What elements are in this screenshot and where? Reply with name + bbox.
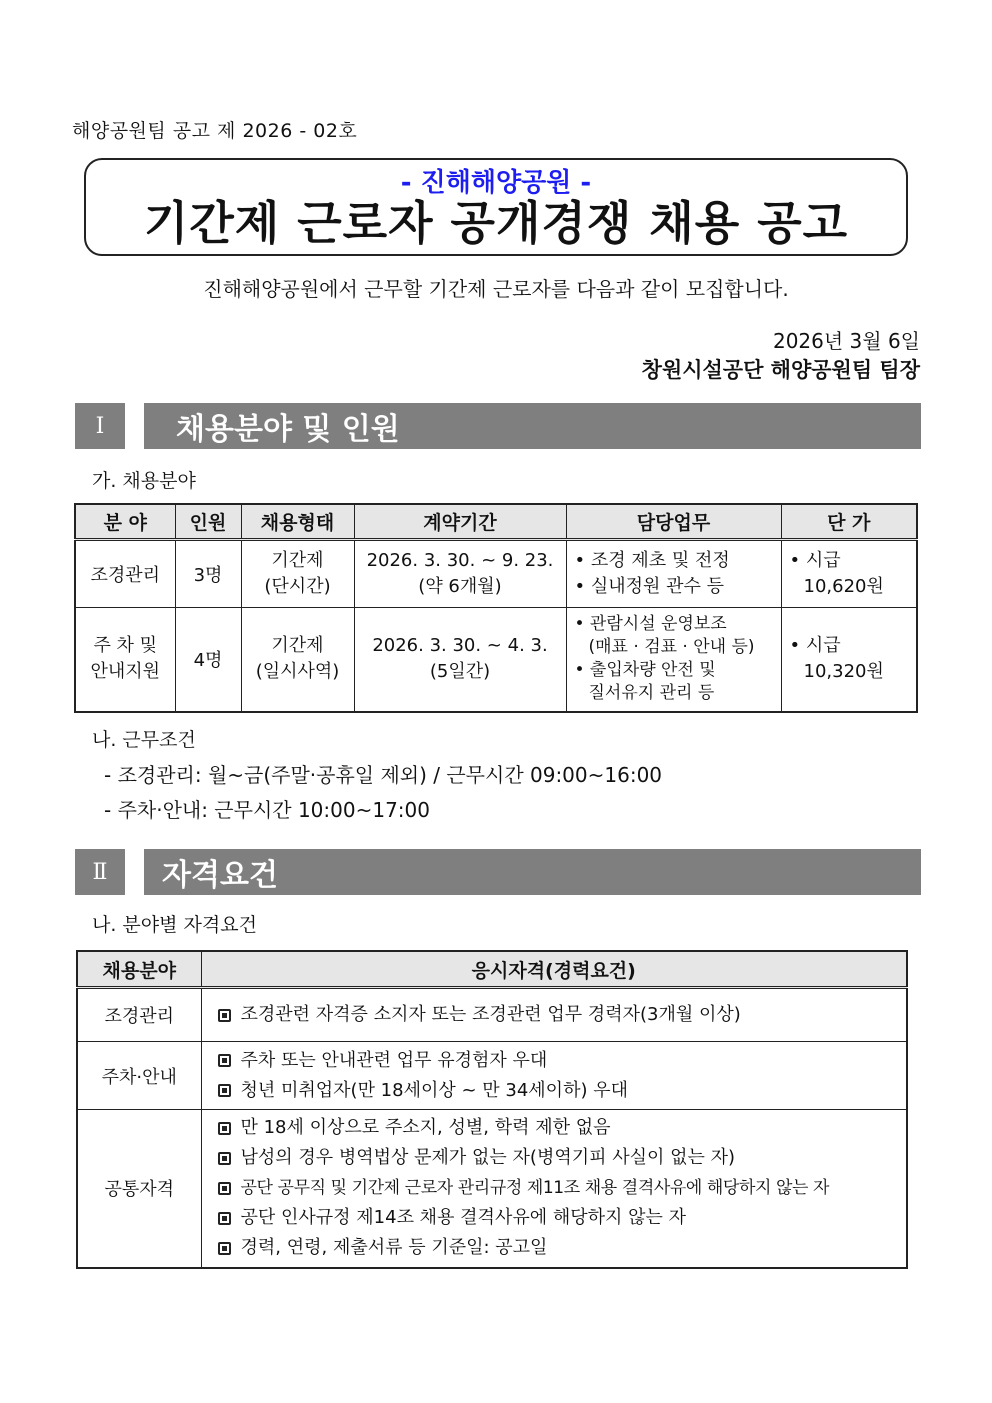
requirements-cell [201, 1110, 907, 1268]
duty-line: • 조경 제초 및 전정 [574, 549, 730, 571]
type-cell [241, 540, 354, 608]
type-line: (단시간) [264, 576, 331, 597]
table-row [75, 540, 917, 608]
requirement-item [218, 1143, 907, 1173]
type-line: (일시사역) [255, 661, 340, 683]
intro-text: 진해해양공원에서 근무할 기간제 근로자를 다음과 같이 모집합니다. [203, 277, 789, 301]
price-line: • 시급 [789, 635, 841, 657]
section1-number: Ⅰ [75, 403, 125, 449]
header-qualification: 응시자격(경력요건) [201, 951, 907, 988]
count-cell: 4명 [175, 608, 241, 712]
period-line: (5일간) [429, 661, 491, 683]
checkbox-bullet-icon [218, 1242, 231, 1255]
price-cell [781, 540, 917, 608]
header-field: 분 야 [75, 504, 175, 540]
table-row [75, 608, 917, 712]
field-cell [75, 608, 175, 712]
section1-title: 채용분야 및 인원 [144, 403, 921, 449]
requirement-item [218, 1203, 907, 1233]
period-line: (약 6개월) [418, 576, 502, 597]
requirement-text: 주차 또는 안내관련 업무 유경험자 우대 [240, 1049, 548, 1071]
requirements-cell [201, 988, 907, 1042]
period-line: 2026. 3. 30. ~ 9. 23. [366, 549, 554, 571]
period-cell [354, 540, 566, 608]
duties-cell [566, 608, 781, 712]
section2-title: 자격요건 [144, 849, 921, 895]
price-cell [781, 608, 917, 712]
duty-line: (매표 · 검표 · 안내 등) [588, 637, 755, 658]
requirement-text: 청년 미취업자(만 18세이상 ~ 만 34세이하) 우대 [240, 1079, 628, 1101]
notice-date: 2026년 3월 6일 [772, 329, 920, 353]
header-duties: 담당업무 [566, 504, 781, 540]
field-label: 조경관리 [90, 565, 161, 586]
requirement-text: 공단 공무직 및 기간제 근로자 관리규정 제11조 채용 결격사유에 해당하지 않는 자 [240, 1178, 830, 1199]
condition-line: - 조경관리: 월~금(주말·공휴일 제외) / 근무시간 09:00~16:00 [104, 763, 663, 787]
price-value: 10,620원 [803, 576, 884, 597]
table-row [77, 988, 907, 1042]
header-count: 인원 [175, 504, 241, 540]
duties-cell [566, 540, 781, 608]
checkbox-bullet-icon [218, 1212, 231, 1225]
field-cell: 조경관리 [77, 988, 201, 1042]
condition-line: - 주차·안내: 근무시간 10:00~17:00 [104, 798, 430, 822]
header-type: 채용형태 [241, 504, 354, 540]
requirement-item [218, 1173, 907, 1203]
type-line: 기간제 [271, 635, 324, 657]
header-period: 계약기간 [354, 504, 566, 540]
requirement-item [218, 1113, 907, 1143]
checkbox-bullet-icon [218, 1122, 231, 1135]
section2-sub: 나. 분야별 자격요건 [92, 914, 257, 936]
requirement-text: 조경관련 자격증 소지자 또는 조경관련 업무 경력자(3개월 이상) [240, 1004, 741, 1025]
requirement-item [218, 1000, 907, 1030]
duty-line: • 출입차량 안전 및 [574, 660, 716, 681]
price-line: • 시급 [789, 549, 841, 571]
requirement-item [218, 1233, 907, 1263]
table-row [77, 1110, 907, 1268]
requirement-text: 만 18세 이상으로 주소지, 성별, 학력 제한 없음 [240, 1117, 611, 1139]
table-header-row [77, 951, 907, 988]
requirement-item [218, 1076, 907, 1106]
table-row [77, 1042, 907, 1110]
requirement-text: 공단 인사규정 제14조 채용 결격사유에 해당하지 않는 자 [240, 1207, 686, 1229]
period-line: 2026. 3. 30. ~ 4. 3. [372, 635, 548, 657]
checkbox-bullet-icon [218, 1182, 231, 1195]
checkbox-bullet-icon [218, 1084, 231, 1097]
subtitle: - 진해해양공원 - [400, 168, 592, 198]
page-title: 기간제 근로자 공개경쟁 채용 공고 [143, 196, 849, 250]
requirement-text: 경력, 연령, 제출서류 등 기준일: 공고일 [240, 1237, 548, 1259]
requirement-text: 남성의 경우 병역법상 문제가 없는 자(병역기피 사실이 없는 자) [240, 1147, 736, 1169]
requirement-item [218, 1046, 907, 1076]
duty-line: • 실내정원 관수 등 [574, 576, 724, 597]
header-field: 채용분야 [77, 951, 201, 988]
type-cell [241, 608, 354, 712]
notice-number: 해양공원팀 공고 제 2026 - 02호 [72, 120, 358, 142]
field-cell: 주차·안내 [77, 1042, 201, 1110]
duty-line: 질서유지 관리 등 [588, 683, 715, 704]
field-cell: 공통자격 [77, 1110, 201, 1268]
table-header-row [75, 504, 917, 540]
header-price: 단 가 [781, 504, 917, 540]
title-box [84, 158, 908, 256]
field-label: 주 차 및 [93, 635, 158, 657]
count-cell: 3명 [175, 540, 241, 608]
section2-number: Ⅱ [75, 849, 125, 895]
section1-sub-a: 가. 채용분야 [92, 470, 196, 492]
requirements-cell [201, 1042, 907, 1110]
duty-line: • 관람시설 운영보조 [574, 614, 727, 635]
recruitment-table [74, 503, 918, 713]
price-value: 10,320원 [803, 661, 884, 683]
period-cell [354, 608, 566, 712]
field-label: 안내지원 [90, 661, 161, 683]
signer: 창원시설공단 해양공원팀 팀장 [641, 358, 920, 382]
type-line: 기간제 [271, 549, 324, 571]
section1-sub-b: 나. 근무조건 [92, 729, 196, 751]
checkbox-bullet-icon [218, 1152, 231, 1165]
qualification-table [76, 950, 908, 1269]
checkbox-bullet-icon [218, 1054, 231, 1067]
field-cell [75, 540, 175, 608]
checkbox-bullet-icon [218, 1009, 231, 1022]
